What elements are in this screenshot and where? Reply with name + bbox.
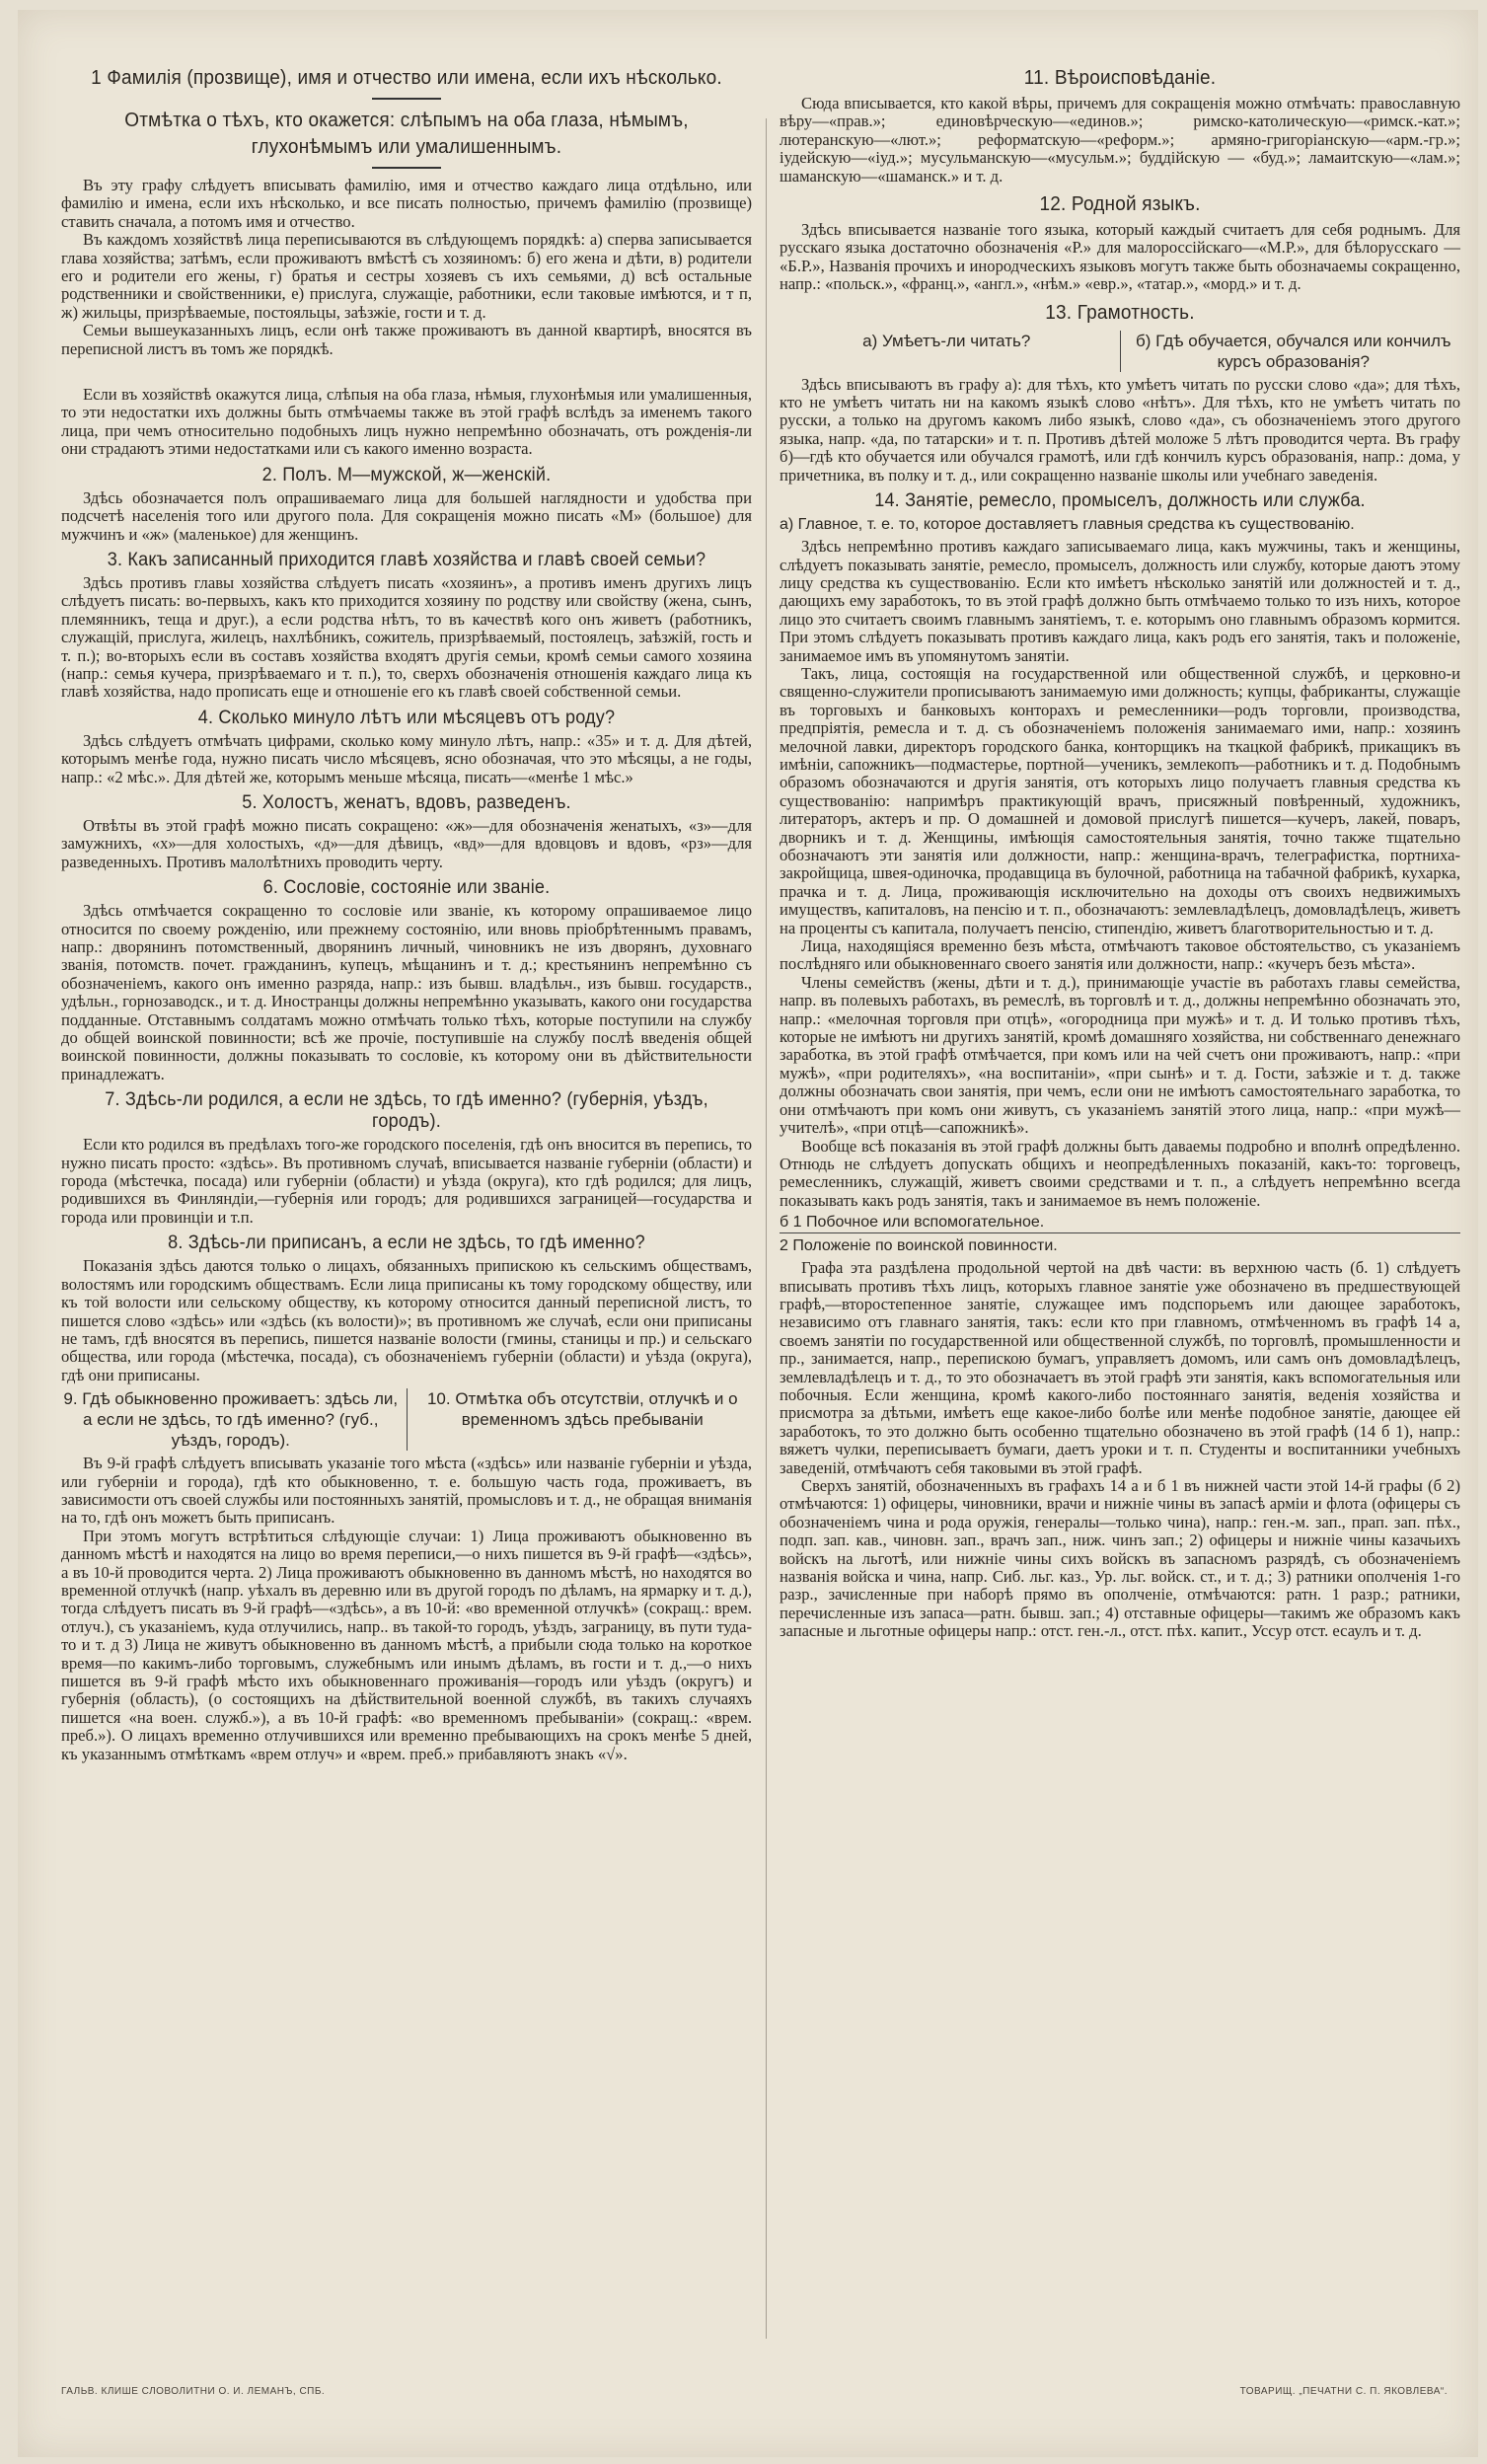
paragraph: Здѣсь вписывается названіе того языка, который каждый считаетъ для себя роднымъ. Для русскаго языка достаточно обозначенія «Р.» для малороссійскаго—«М.Р.», для бѣлорусскаго — «Б.Р.», Названія прочихъ и инородческихъ языковъ могутъ также быть обозначаемы сокращенно, напр.: «польск.», «франц.», «англ.», «нѣм.» «евр.», «татар.», «морд.» и т. д.: [780, 220, 1460, 294]
rule: [372, 167, 441, 169]
heading-14b2: 2 Положеніе по воинской повинности.: [780, 1237, 1058, 1255]
heading-3: 3. Какъ записанный приходится главѣ хозяйства и главѣ своей семьи?: [107, 549, 706, 570]
paragraph: Вообще всѣ показанія въ этой графѣ должны быть даваемы подробно и вполнѣ опредѣленно. Отнюдь не слѣдуетъ допускать общихъ и неопредѣленныхъ показаній, какъ-то: торговецъ, ремесленникъ, служащій, живетъ своими средствами и т. п., а слѣдуетъ непремѣнно всегда показывать какъ родъ занятія, такъ и занимаемое въ немъ положеніе.: [780, 1136, 1460, 1210]
paragraph: Въ каждомъ хозяйствѣ лица переписываются въ слѣдующемъ порядкѣ: а) сперва записывается глава хозяйства; затѣмъ, если проживаютъ вмѣстѣ съ хозяиномъ: б) его жена и дѣти, в) родители его и родители его жены, г) братья и сестры хозяевъ съ ихъ семьями, д) всѣ остальные родственники и свойственники, е) прислуга, служащіе, работники, если таковые имѣются, и т п, ж) жильцы, призрѣваемые, постояльцы, заѣзжіе, гости и т. д.: [61, 230, 752, 322]
paragraph: Здѣсь вписываютъ въ графу а): для тѣхъ, кто умѣетъ читать по русски слово «да»; для тѣхъ, кто не умѣетъ читать ни на какомъ языкѣ слово «нѣтъ». Для тѣхъ, кто не умѣетъ читать по русски, а только на другомъ какомъ либо языкѣ, слово «да», съ обозначеніемъ этого другого языка, напр. «да, по татарски» и т. п. Противъ дѣтей моложе 5 лѣтъ проводится черта. Въ графу б)—гдѣ кто обучается или обучался грамотѣ, или гдѣ кончилъ курсъ образованія, напр.: дома, у причетника, въ полку и т. д., или сокращенно названіе школы или учебнаго заведенія.: [780, 374, 1460, 485]
paragraph: Отвѣты въ этой графѣ можно писать сокращено: «ж»—для обозначенія женатыхъ, «з»—для замужнихъ, «х»—для холостыхъ, «д»—для дѣвицъ, «вд»—для вдовцовъ и вдовъ, «рз»—для разведенныхъ. Противъ малолѣтнихъ проводить черту.: [61, 815, 752, 871]
paragraph: Въ эту графу слѣдуетъ вписывать фамилію, имя и отчество каждаго лица отдѣльно, или фамилію и имена, если ихъ нѣсколько, и все писать полностью, причемъ фамилію (прозвище) ставить сначала, а потомъ имя и отчество.: [61, 176, 752, 231]
column-divider: [766, 118, 767, 2339]
footer-right-imprint: ТОВАРИЩ. „ПЕЧАТНИ С. П. ЯКОВЛЕВА“.: [1239, 2386, 1448, 2397]
paragraph: Если кто родился въ предѣлахъ того-же городского поселенія, гдѣ онъ вносится въ перепись, то нужно писать просто: «здѣсь». Въ противномъ случаѣ, вписывается названіе губерніи (области) и города (мѣстечка, посада) или губерніи (области) и уѣзда (округа), кто гдѣ родился; для лицъ, родившихся въ Финляндіи,—губернія или городъ; для родившихся заграницей—государства и города или провинціи и т.п.: [61, 1135, 752, 1227]
right-column: [780, 59, 1460, 1641]
heading-5: 5. Холостъ, женатъ, вдовъ, разведенъ.: [242, 791, 571, 813]
heading-4: 4. Сколько минуло лѣтъ или мѣсяцевъ отъ роду?: [197, 707, 616, 728]
heading-12: 12. Родной языкъ.: [1039, 193, 1201, 216]
paragraph: Здѣсь обозначается полъ опрашиваемаго лица для большей наглядности и удобства при подсчетѣ населенія того или другого пола. Для сокращенія можно писать «М» (большое) для мужчинъ и «ж» (маленькое) для женщинъ.: [61, 487, 752, 544]
paragraph: Сверхъ занятій, обозначенныхъ въ графахъ 14 а и б 1 въ нижней части этой 14-й графы (б 2) отмѣчаются: 1) офицеры, чиновники, врачи и нижніе чины въ запасѣ арміи и флота (офицеры съ обозначеніемъ чина и рода оружія, генералы—только чина), напр.: ген.-м. зап., прап. зап. пѣх., подп. зап. кав., чиновн. зап., врачъ зап., ниж. чинъ зап.; 2) офицеры и нижніе чины казачьихъ войскъ на льготѣ, или нижніе чины сихъ войскъ въ запасномъ разрядѣ, съ обозначеніемъ названія войска и чина, напр. Сиб. льг. каз., Ур. льг. войск. ст., и т. д.; 3) ратники ополченія 1-го разр., зачисленные при наборѣ прямо въ ополченіе, отмѣчаются: ратн. 1 разр.; ратники, перечисленные изъ запаса—ратн. бывш. зап.; 4) отставные офицеры—такимъ же образомъ какъ запасные и льготные офицеры напр.: отст. ген.-л., отст. пѣх. капит., Уссур отст. есаулъ и т. д.: [780, 1476, 1460, 1641]
heading-13: 13. Грамотность.: [1045, 301, 1195, 324]
heading-14a: а) Главное, т. е. то, которое доставляетъ главныя средства къ существованію.: [780, 516, 1355, 534]
paragraph: Если въ хозяйствѣ окажутся лица, слѣпыя на оба глаза, нѣмыя, глухонѣмыя или умалишенныя, то эти недостатки ихъ должны быть отмѣчаемы также въ этой графѣ вслѣдъ за именемъ такого лица, при чемъ относительно подобныхъ лицъ нужно непремѣнно обозначать, отъ рожденія-ли они страдаютъ этими недостатками или съ какого именно возраста.: [61, 385, 752, 459]
paragraph: Въ 9-й графѣ слѣдуетъ вписывать указаніе того мѣста («здѣсь» или названіе губерніи и уѣзда, или губерніи и города), гдѣ кто обыкновенно, т. е. большую часть года, проживаетъ, въ зависимости отъ своей службы или постоянныхъ занятій, промысловъ и т. д., не обращая вниманія на то, гдѣ онъ можетъ быть приписанъ.: [61, 1454, 752, 1528]
paragraph: Лица, находящіяся временно безъ мѣста, отмѣчаютъ таковое обстоятельство, съ указаніемъ послѣдняго или обыкновеннаго своего занятія или должности, напр.: «кучеръ безъ мѣста».: [780, 936, 1460, 974]
paragraph: Члены семействъ (жены, дѣти и т. д.), принимающіе участіе въ работахъ главы семейства, напр. въ полевыхъ работахъ, въ ремеслѣ, въ торговлѣ и т. д., должны непремѣнно обозначать это, напр.: «мелочная торговля при отцѣ», «огородница при мужѣ» и т. д. И только противъ тѣхъ, которые не имѣютъ ни другихъ занятій, кромѣ домашняго хозяйства, ни собственнаго денежнаго заработка, въ этой графѣ отмѣчается, при комъ или на чей счетъ они проживаютъ, напр.: «при мужѣ», «при родителяхъ», «на воспитаніи», «при сынѣ» и т. д. Гости, заѣзжіе и т. д. также должны обозначать свои занятія, при чемъ, если они не имѣютъ самостоятельнаго заработка, то они отмѣчаютъ при комъ они живутъ, съ указаніемъ занятій этого лица, напр.: «при мужѣ—учителѣ», «при отцѣ—сапожникѣ».: [780, 972, 1460, 1138]
heading-1-subtitle: Отмѣтка о тѣхъ, кто окажется: слѣпымъ на оба глаза, нѣмымъ, глухонѣмымъ или умалишеннымъ.: [124, 110, 689, 158]
paragraph: Здѣсь непремѣнно противъ каждаго записываемаго лица, какъ мужчины, такъ и женщины, слѣдуетъ показывать занятіе, ремесло, промыселъ, должность или службу, которые даютъ этому лицу средства къ существованію. Если кто имѣетъ нѣсколько занятій или должностей и т. д., дающихъ ему заработокъ, то въ этой графѣ должно быть отмѣчаемо только то изъ нихъ, которое лицо это считаетъ своимъ главнымъ занятіемъ, т. е. которымъ оно главнымъ образомъ кормится. При этомъ слѣдуетъ показывать противъ каждаго лица, какъ родъ его занятія, такъ и положеніе, занимаемое имъ въ упомянутомъ занятіи.: [780, 537, 1460, 665]
heading-8: 8. Здѣсь-ли приписанъ, а если не здѣсь, то гдѣ именно?: [168, 1232, 645, 1254]
paragraph: Графа эта раздѣлена продольной чертой на двѣ части: въ верхнюю часть (б. 1) слѣдуетъ вписывать противъ тѣхъ лицъ, которыхъ главное занятіе уже обозначено въ предшествующей графѣ,—второстепенное занятіе, служащее имъ подспорьемъ или дающее заработокъ, независимо отъ главнаго занятія, такъ: если кто при главномъ, отмѣченномъ въ графѣ 14 а, своемъ занятіи по государственной или общественной службѣ, по торговлѣ, промышленности и пр., занимается, напр., перепискою бумагъ, управляетъ домомъ, или самъ онъ домовладѣлецъ, землевладѣлецъ и т. д., то это обозначаетъ въ этой графѣ эти занятія, какъ вспомогательныя или побочныя. Если женщина, кромѣ какого-либо постояннаго занятія, веденія хозяйства и присмотра за дѣтьми, имѣетъ еще какое-либо болѣе или менѣе подобное занятіе, дающее ей заработокъ, то это должно быть особенно тщательно обозначено въ этой графѣ (14 б 1), напр.: вяжетъ чулки, переписываетъ бумаги, даетъ уроки и т. п. Студенты и воспитанники учебныхъ заведеній, отмѣчаютъ себя таковыми въ этой графѣ.: [780, 1258, 1460, 1477]
heading-13b: б) Гдѣ обучается, обучался или кончилъ курсъ образованія?: [1136, 331, 1451, 371]
paragraph: При этомъ могутъ встрѣтиться слѣдующіе случаи: 1) Лица проживаютъ обыкновенно въ данномъ мѣстѣ и находятся на лицо во время переписи,—о нихъ пишется въ 9-й графѣ—«здѣсь», а въ 10-й проводится черта. 2) Лица проживаютъ обыкновенно въ данномъ мѣстѣ, но находятся во временной отлучкѣ (напр. уѣхалъ въ деревню или въ другой городъ по дѣламъ, на ярмарку и т. д.), тогда слѣдуетъ писать въ 9-й графѣ—«здѣсь», а въ 10-й: «во временной отлучкѣ» (сокращ.: врем. отлуч.), съ указаніемъ, куда отлучились, напр.. въ такой-то городъ, уѣздъ, заграницу, въ пути туда-то и т. д 3) Лица не живутъ обыкновенно въ данномъ мѣстѣ, а прибыли сюда только на короткое время—по какимъ-либо торговымъ, служебнымъ или инымъ дѣламъ, въ гости и т. д.,—о нихъ пишется въ 9-й графѣ мѣсто ихъ обыкновеннаго проживанія—городъ или уѣздъ (округъ) и губернія (область), (о состоящихъ на дѣйствительной военной службѣ, въ такихъ случаяхъ пишется «на воен. служб.»), а въ 10-й графѣ: «во временномъ пребываніи» (сокращ.: «врем. преб.»). О лицахъ временно отлучившихся или временно пребывающихъ на срокъ менѣе 5 дней, къ указаннымъ отмѣткамъ «врем отлуч» и «врем. преб.» прибавляютъ знакъ «√».: [61, 1526, 752, 1763]
heading-1: 1 Фамилія (прозвище), имя и отчество или имена, если ихъ нѣсколько.: [91, 67, 722, 89]
heading-14b1: б 1 Побочное или вспомогательное.: [780, 1213, 1460, 1233]
left-column: [61, 59, 752, 1763]
heading-9: 9. Гдѣ обыкновенно проживаетъ: здѣсь ли, а если не здѣсь, то гдѣ именно? (губ., уѣздъ, городъ).: [61, 1388, 408, 1451]
heading-6: 6. Сословіе, состояніе или званіе.: [262, 877, 551, 899]
heading-7: 7. Здѣсь-ли родился, а если не здѣсь, то гдѣ именно? (губернія, уѣздъ, городъ).: [105, 1089, 708, 1133]
paragraph: Показанія здѣсь даются только о лицахъ, обязанныхъ припискою къ сельскимъ обществамъ, волостямъ или городскимъ обществамъ. Если лица приписаны къ тому городскому обществу, или къ той волости или сельскому обществу, къ которому относится данный переписной листъ, то пишется слово «здѣсь» или «здѣсь (къ волости)»; въ противномъ же случаѣ, если они приписаны не тамъ, гдѣ вносятся въ перепись, пишется названіе волости (гмины, станицы и пр.) и сельскаго общества, или города (мѣстечка, посада), съ обозначеніемъ губерніи (области) и уѣзда (округа), гдѣ они приписаны.: [61, 1256, 752, 1384]
paragraph: Здѣсь противъ главы хозяйства слѣдуетъ писать «хозяинъ», а противъ именъ другихъ лицъ слѣдуетъ писать: во-первыхъ, какъ кто приходится хозяину по родству или свойству (жена, сынъ, племянникъ, теща и друг.), а если родства нѣтъ, то въ качествѣ кого онъ живетъ (работникъ, служащій, прислуга, жилецъ, нахлѣбникъ, сожитель, призрѣваемый, постоялецъ, заѣзжій, гость и т. п.); во-вторыхъ если въ составъ хозяйства входятъ другія семьи, кромѣ семьи самого хозяина (напр.: семья кучера, призрѣваемаго и т. п.), то, сверхъ обозначенія отношенія каждаго лица къ главѣ хозяйства, надо прописать еще и отношеніе его къ главѣ своей собственной семьи.: [61, 572, 752, 702]
paragraph: Сюда вписывается, кто какой вѣры, причемъ для сокращенія можно отмѣчать: православную вѣру—«прав.»; единовѣрческую—«единов.»; римско-католическую—«римск.-кат.»; лютеранскую—«лют.»; реформатскую—«реформ.»; армяно-григоріанскую—«арм.-гр.»; іудейскую—«іуд.»; мусульманскую—«мусульм.»; буддійскую — «буд.»; ламаитскую—«лам.»; шаманскую—«шаманск.» и т. д.: [780, 94, 1460, 186]
paragraph: Такъ, лица, состоящія на государственной или общественной службѣ, и церковно-и священно-служители прописываютъ занимаемую ими должность; купцы, фабриканты, служащіе въ торговыхъ и банковыхъ конторахъ и ремесленники—родъ торговли, производства, предпріятія, ремесла и т. д. съ обозначеніемъ положенія занимаемаго ими, напр.: хозяинъ мелочной лавки, директоръ городского банка, конторщикъ на ткацкой фабрикѣ, прикащикъ въ имѣніи, сапожникъ—подмастерье, портной—ученикъ, землекопъ—работникъ и т. д. Подобнымъ образомъ обозначаются и другія занятія, отъ которыхъ лицо получаетъ главныя средства къ существованію: напримѣръ практикующій врачъ, присяжный повѣренный, художникъ, литераторъ, актеръ и пр. О домашней и домовой прислугѣ пишется—кучеръ, лакей, поваръ, дворникъ и т. д. Женщины, имѣющія самостоятельныя занятія, точно также тщательно обозначаютъ эти занятія или должности, напр.: женщина-врачъ, телеграфистка, портниха-закройщица, швея-одиночка, продавщица въ булочной, работница на табачной фабрикѣ, кухарка, прачка и т. д. Лица, проживающія исключительно на доходы отъ своихъ недвижимыхъ имуществъ, капиталовъ, на пенсію и т. п., обозначаютъ: землевладѣлецъ, домовладѣлецъ, живетъ на проценты съ капитала, получаетъ пенсію, стипендію, живетъ благотворительностью и т. д.: [780, 663, 1460, 937]
heading-13-subcolumns: [780, 331, 1460, 372]
footer-left-imprint: ГАЛЬВ. КЛИШЕ СЛОВОЛИТНИ О. И. ЛЕМАНЪ, СПБ.: [61, 2386, 326, 2397]
heading-10: 10. Отмѣтка объ отсутствіи, отлучкѣ и о временномъ здѣсь пребываніи: [426, 1389, 738, 1430]
heading-13a: а) Умѣетъ-ли читать?: [780, 331, 1121, 372]
rule: [372, 98, 441, 100]
paragraph: Здѣсь слѣдуетъ отмѣчать цифрами, сколько кому минуло лѣтъ, напр.: «35» и т. д. Для дѣтей, которымъ менѣе года, нужно писать число мѣсяцевъ, ясно обозначая, что это мѣсяцы, а не годы, напр.: «2 мѣс.». Для дѣтей же, которымъ меньше мѣсяца, писать—«менѣе 1 мѣс.»: [61, 730, 752, 786]
paragraph: Семьи вышеуказанныхъ лицъ, если онѣ также проживаютъ въ данной квартирѣ, вносятся въ переписной листъ въ томъ же порядкѣ.: [61, 321, 752, 358]
heading-11: 11. Вѣроисповѣданіе.: [1023, 67, 1217, 89]
heading-9-10: [61, 1388, 752, 1451]
paragraph: Здѣсь отмѣчается сокращенно то сословіе или званіе, къ которому опрашиваемое лицо относится по своему рожденію, или прежнему состоянію, или вновь пріобрѣтеннымъ правамъ, напр.: дворянинъ потомственный, дворянинъ личный, чиновникъ не изъ дворянъ, духовнаго званія, потомств. почет. гражданинъ, купецъ, мѣщанинъ и т. д.; крестьянинъ непремѣнно съ обозначеніемъ, какого онъ именно разряда, напр.: изъ бывш. владѣльч., изъ бывш. государств., удѣльн., горнозаводск., и т. д. Иностранцы должны непремѣнно указывать, какого они государства подданные. Отставнымъ солдатамъ можно отмѣчать только тѣхъ, которые поступили на службу до общей воинской повинности; всѣ же прочіе, поступившіе на службу послѣ введенія общей воинской повинности, должны показывать то сословіе, къ которому они въ дѣйствительности принадлежатъ.: [61, 901, 752, 1083]
heading-2: 2. Полъ. М—мужской, ж—женскій.: [261, 464, 552, 485]
heading-14: 14. Занятіе, ремесло, промыселъ, должность или служба.: [874, 490, 1366, 512]
